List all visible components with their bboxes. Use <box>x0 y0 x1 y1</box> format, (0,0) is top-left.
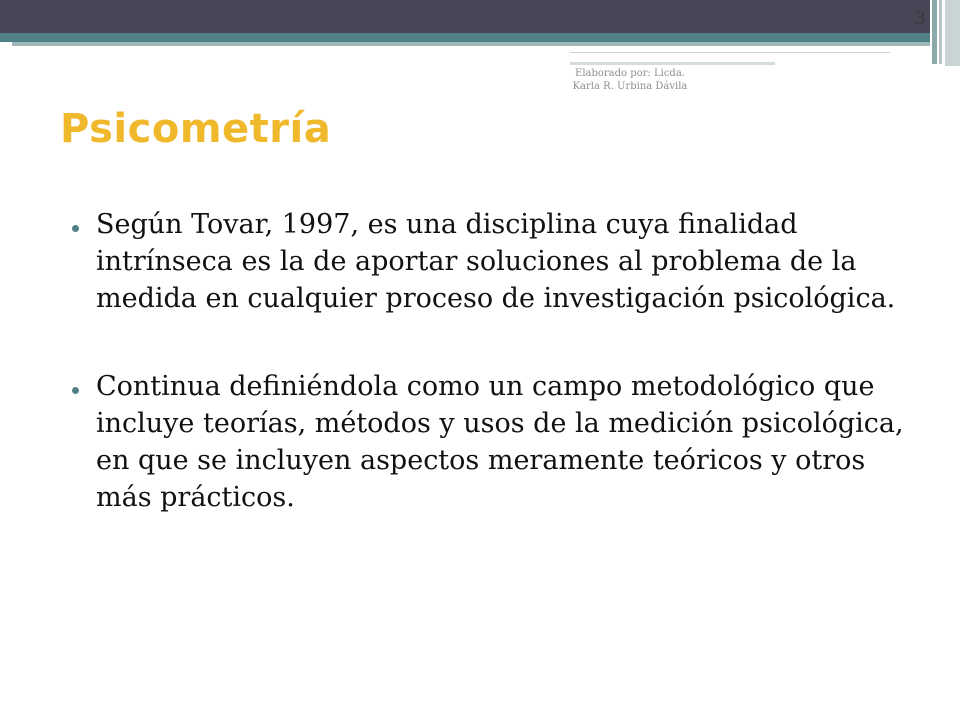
author-credit-line: Karla R. Urbina Dávila <box>572 81 688 92</box>
bullet-item <box>72 368 918 516</box>
bullet-text: Continua definiéndola como un campo metodológico que incluye teorías, métodos y usos de la medición psicológica, en que se incluyen aspectos meramente teóricos y otros más prácticos. <box>96 371 904 513</box>
slide-number: 3 <box>914 8 926 29</box>
header-decor-line <box>570 52 890 53</box>
bullet-list <box>72 206 918 567</box>
header-divider <box>12 42 940 46</box>
bullet-item <box>72 206 918 317</box>
header-right-bar <box>932 0 937 64</box>
header-accent-band <box>0 33 940 42</box>
slide-title: Psicometría <box>60 106 332 152</box>
author-credit <box>560 67 700 93</box>
bullet-icon <box>72 225 79 232</box>
header-bar <box>0 0 960 33</box>
header-decor-line <box>570 62 775 65</box>
header-right-bar <box>939 0 942 64</box>
bullet-text: Según Tovar, 1997, es una disciplina cuya finalidad intrínseca es la de aportar soluciones al problema de la medida en cualquier proceso de investigación psicológica. <box>96 209 896 314</box>
bullet-icon <box>72 387 79 394</box>
author-credit-line: Elaborado por: Licda. <box>575 68 685 79</box>
header-right-bar <box>945 0 960 66</box>
